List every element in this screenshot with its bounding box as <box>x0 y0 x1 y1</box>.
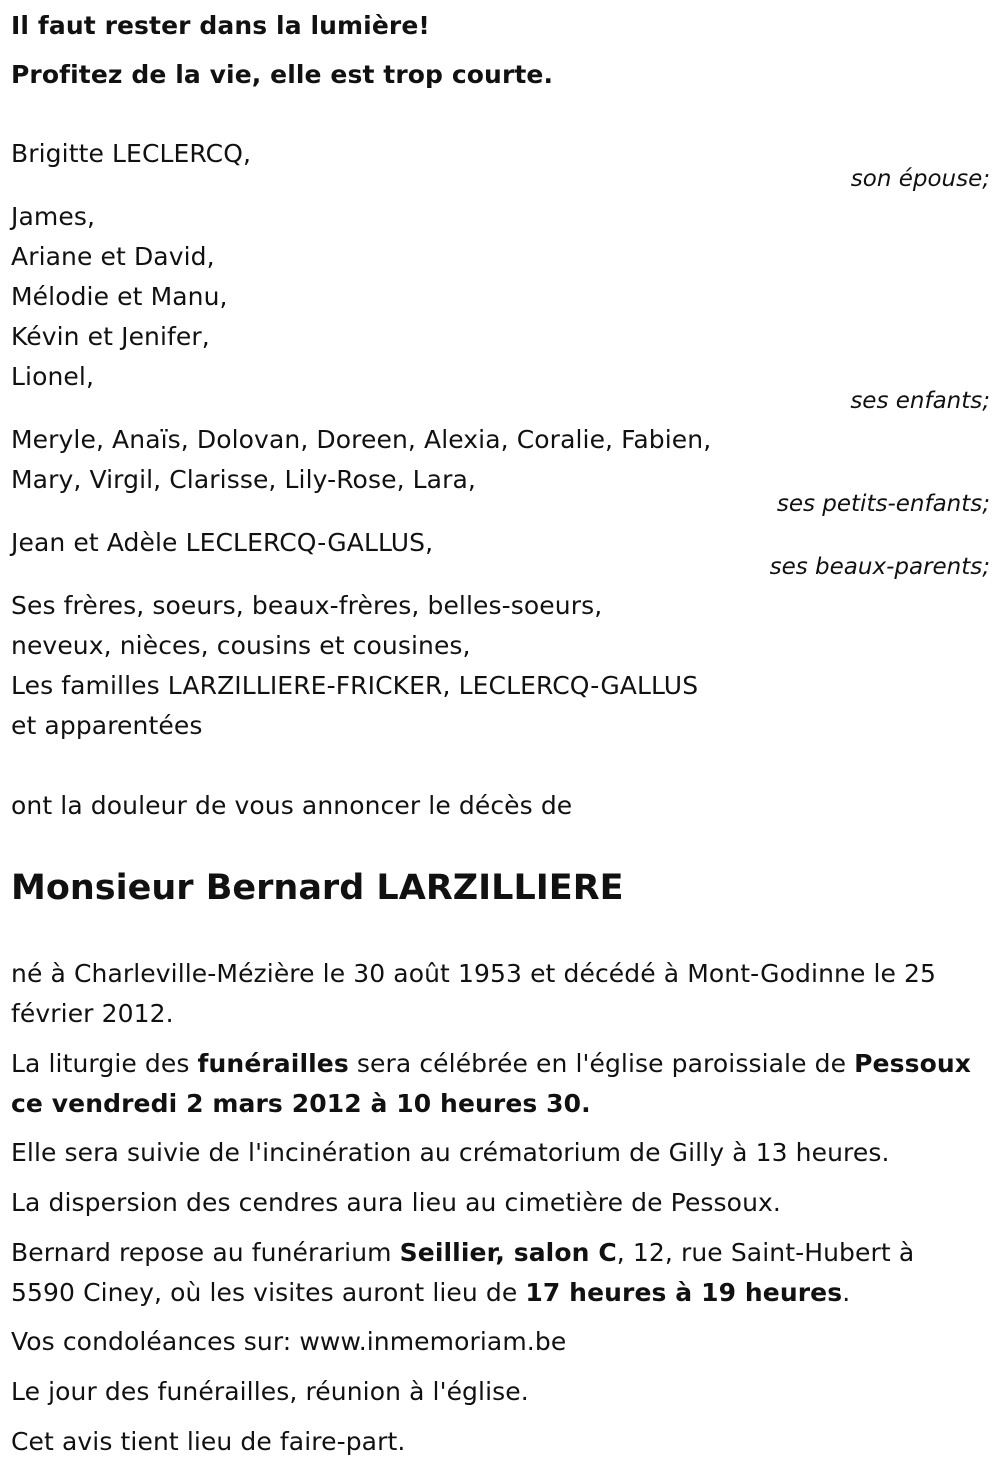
repose-text: Bernard repose au funérarium <box>11 1238 400 1267</box>
spouse-relation: son épouse; <box>850 166 990 192</box>
visits-text: 5590 Ciney, où les visites auront lieu de <box>11 1278 526 1307</box>
announcement: ont la douleur de vous annoncer le décès de <box>11 791 573 820</box>
grandchildren-line: Meryle, Anaïs, Dolovan, Doreen, Alexia, Coralie, Fabien, <box>11 425 712 454</box>
grandchildren-line: Mary, Virgil, Clarisse, Lily-Rose, Lara, <box>11 465 476 494</box>
liturgy-date: ce vendredi 2 mars 2012 à 10 heures 30. <box>11 1089 591 1118</box>
liturgy-text: La liturgie des <box>11 1049 198 1078</box>
visits-text: . <box>842 1278 851 1307</box>
funerals-bold: funérailles <box>197 1049 349 1078</box>
child-name: James, <box>11 202 95 231</box>
deceased-name: Monsieur Bernard LARZILLIERE <box>11 868 624 908</box>
liturgy-line-1 <box>11 1048 971 1080</box>
parents-in-law-relation: ses beaux-parents; <box>769 554 990 580</box>
spouse-name: Brigitte LECLERCQ, <box>11 139 252 168</box>
visits-line <box>11 1277 850 1309</box>
funeral-home-bold: Seillier, salon C <box>399 1238 617 1267</box>
birth-death-line-2: février 2012. <box>11 999 174 1028</box>
liturgy-text: sera célébrée en l'église paroissiale de <box>348 1049 855 1078</box>
relatives-line: neveux, nièces, cousins et cousines, <box>11 631 471 660</box>
visit-hours-bold: 17 heures à 19 heures <box>525 1278 843 1307</box>
condolences-line: Vos condoléances sur: www.inmemoriam.be <box>11 1327 567 1356</box>
reunion-line: Le jour des funérailles, réunion à l'église. <box>11 1377 529 1406</box>
parents-in-law-name: Jean et Adèle LECLERCQ-GALLUS, <box>11 528 434 557</box>
cremation-line: Elle sera suivie de l'incinération au crématorium de Gilly à 13 heures. <box>11 1138 890 1167</box>
birth-death-line-1: né à Charleville-Mézière le 30 août 1953 et décédé à Mont-Godinne le 25 <box>11 959 937 988</box>
child-name: Kévin et Jenifer, <box>11 322 210 351</box>
child-name: Lionel, <box>11 362 94 391</box>
header-line-2: Profitez de la vie, elle est trop courte. <box>11 60 554 89</box>
repose-text: , 12, rue Saint-Hubert à <box>616 1238 915 1267</box>
dispersion-line: La dispersion des cendres aura lieu au cimetière de Pessoux. <box>11 1188 781 1217</box>
relatives-line: Les familles LARZILLIERE-FRICKER, LECLERCQ-GALLUS <box>11 671 699 700</box>
children-relation: ses enfants; <box>850 388 990 414</box>
relatives-line: et apparentées <box>11 711 203 740</box>
notice-line: Cet avis tient lieu de faire-part. <box>11 1427 406 1456</box>
header-line-1: Il faut rester dans la lumière! <box>11 11 430 40</box>
grandchildren-relation: ses petits-enfants; <box>776 491 990 517</box>
place-bold: Pessoux <box>854 1049 971 1078</box>
repose-line <box>11 1237 914 1269</box>
relatives-line: Ses frères, soeurs, beaux-frères, belles-soeurs, <box>11 591 603 620</box>
child-name: Ariane et David, <box>11 242 215 271</box>
child-name: Mélodie et Manu, <box>11 282 228 311</box>
